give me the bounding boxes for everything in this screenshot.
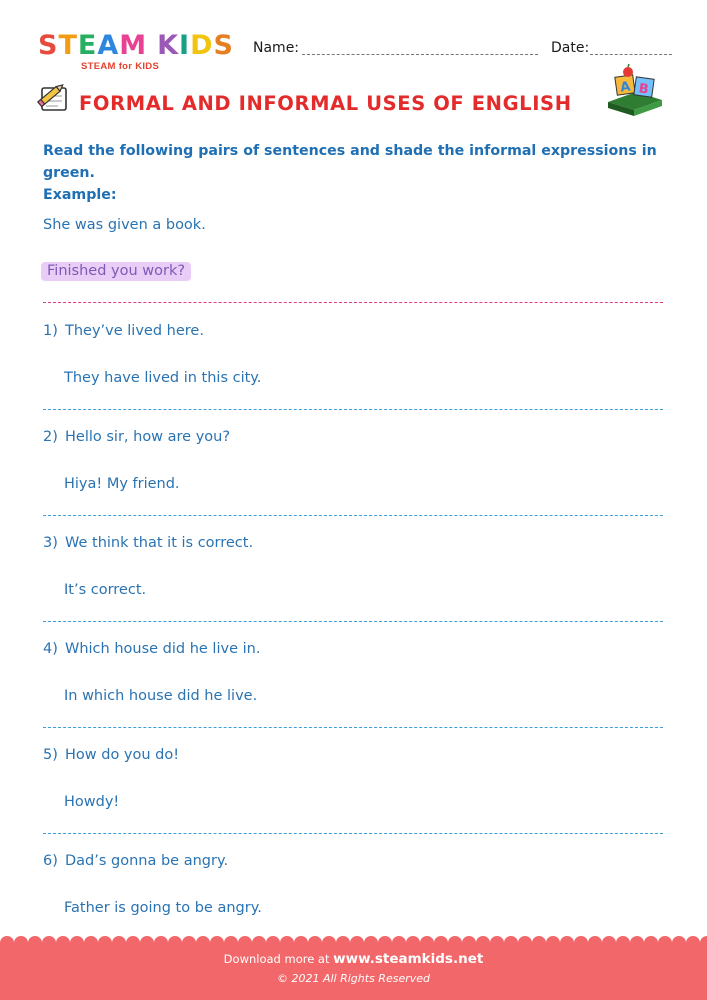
sentence-b[interactable]: It’s correct. — [64, 582, 147, 598]
divider — [43, 302, 663, 303]
question-item — [43, 853, 228, 869]
sentence-a[interactable]: They’ve lived here. — [65, 323, 204, 339]
footer-copyright: © 2021 All Rights Reserved — [276, 972, 430, 985]
divider — [43, 833, 663, 834]
footer-download-text: Download more at — [223, 952, 330, 966]
logo-letter: K — [157, 30, 180, 61]
footer-scallop-edge — [0, 934, 707, 950]
question-number: 2) — [43, 429, 58, 445]
example-sentence-informal-highlighted: Finished you work? — [41, 262, 191, 281]
sentence-a[interactable]: We think that it is correct. — [65, 535, 254, 551]
divider — [43, 515, 663, 516]
logo-letter: M — [119, 30, 148, 61]
logo-letter: S — [38, 30, 59, 61]
svg-text:A: A — [619, 79, 632, 96]
divider — [43, 409, 663, 410]
example-label: Example: — [43, 187, 117, 203]
logo-letter: S — [213, 30, 234, 61]
example-sentence-formal: She was given a book. — [43, 217, 206, 233]
question-number: 4) — [43, 641, 58, 657]
question-item — [43, 535, 253, 551]
instructions: Read the following pairs of sentences and shade the informal expressions in green. — [43, 143, 657, 181]
abc-books-icon — [604, 62, 666, 118]
sentence-b[interactable]: In which house did he live. — [64, 688, 258, 704]
sentence-a[interactable]: Which house did he live in. — [65, 641, 261, 657]
sentence-b[interactable]: Hiya! My friend. — [64, 476, 180, 492]
sentence-b[interactable]: They have lived in this city. — [64, 370, 262, 386]
pencil-paper-icon — [36, 80, 72, 116]
steam-kids-logo — [38, 32, 238, 72]
logo-letter — [147, 32, 157, 59]
divider — [43, 621, 663, 622]
question-number: 1) — [43, 323, 58, 339]
sentence-a[interactable]: Hello sir, how are you? — [65, 429, 231, 445]
svg-text:B: B — [637, 81, 650, 98]
question-number: 3) — [43, 535, 58, 551]
question-item — [43, 429, 230, 445]
sentence-b[interactable]: Father is going to be angry. — [64, 900, 262, 916]
name-field[interactable] — [302, 53, 538, 55]
logo-letter: A — [97, 30, 120, 61]
logo-letter: T — [58, 30, 78, 61]
date-field[interactable] — [590, 53, 672, 55]
logo-wordmark — [38, 32, 238, 59]
logo-letter: I — [179, 30, 191, 61]
footer-download-line — [0, 951, 707, 967]
question-number: 6) — [43, 853, 58, 869]
question-item — [43, 323, 204, 339]
worksheet-title: FORMAL AND INFORMAL USES OF ENGLISH — [79, 92, 572, 115]
logo-subtitle: STEAM for KIDS — [81, 61, 160, 72]
date-label: Date: — [551, 40, 590, 56]
logo-letter: D — [190, 30, 214, 61]
question-item — [43, 747, 179, 763]
sentence-b[interactable]: Howdy! — [64, 794, 120, 810]
question-number: 5) — [43, 747, 58, 763]
name-label: Name: — [253, 40, 300, 56]
divider — [43, 727, 663, 728]
logo-letter: E — [77, 30, 98, 61]
sentence-a[interactable]: Dad’s gonna be angry. — [65, 853, 229, 869]
question-item — [43, 641, 260, 657]
sentence-a[interactable]: How do you do! — [65, 747, 180, 763]
footer-site-link[interactable]: www.steamkids.net — [333, 951, 484, 967]
